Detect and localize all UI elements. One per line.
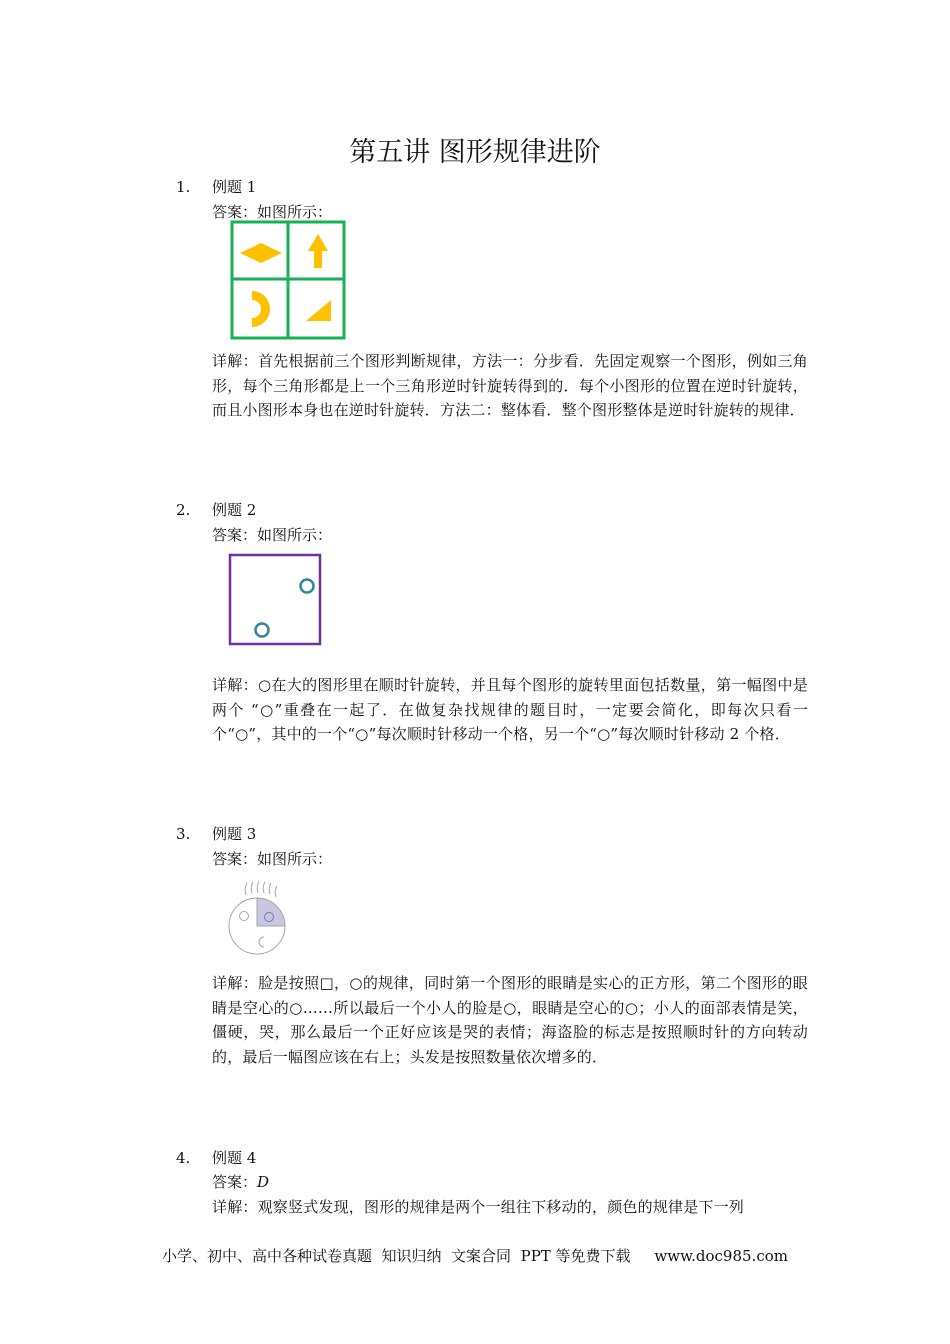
circle-bottom-left	[256, 624, 269, 637]
hair-strand	[251, 882, 253, 893]
example-2-number: 2.	[176, 501, 191, 519]
example-3-heading: 例题 3	[212, 825, 257, 843]
example-4-explanation: 详解：观察竖式发现，图形的规律是两个一组往下移动的，颜色的规律是下一列	[212, 1198, 745, 1216]
page-footer: 小学、初中、高中各种试卷真题 知识归纳 文案合同 PPT 等免费下载 www.doc985.com	[161, 1247, 788, 1265]
example-4-heading: 例题 4	[212, 1149, 257, 1167]
triangle-shape	[306, 300, 331, 321]
hair-strand	[257, 881, 259, 893]
half-ring-shape	[252, 291, 270, 327]
example-1-answer: 答案：如图所示：	[212, 203, 333, 221]
example-2-answer-figure	[226, 552, 324, 648]
hair-strand	[263, 882, 265, 893]
hair-strand	[245, 883, 247, 895]
example-2-answer: 答案：如图所示：	[212, 526, 333, 544]
example-4-answer-prefix: 答案：	[212, 1173, 258, 1191]
square-frame	[230, 555, 320, 644]
example-2-explanation: 详解：○在大的图形里在顺时针旋转，并且每个图形的旋转里面包括数量，第一幅图中是两个 “○”重叠在一起了．在做复杂找规律的题目时，一定要会简化，即每次只看一个“○”，其中的一个“○”每次顺时针移动一个格，另一个“○”每次顺时针移动 2 个格．	[212, 676, 808, 744]
example-3-answer-figure	[224, 880, 294, 960]
rhombus-shape	[240, 243, 282, 263]
example-4-answer	[212, 1170, 269, 1194]
hair-strand	[275, 886, 277, 897]
example-1-explanation: 详解：首先根据前三个图形判断规律，方法一：分步看．先固定观察一个图形，例如三角形，每个三角形都是上一个三角形逆时针旋转得到的．每个小图形的位置在逆时针旋转，而且小图形本身也在逆时针旋转．方法二：整体看．整个图形整体是逆时针旋转的规律．	[212, 352, 808, 420]
example-3-answer: 答案：如图所示：	[212, 850, 333, 868]
hair-strand	[269, 883, 271, 894]
up-arrow-shape	[308, 234, 328, 268]
example-4-number: 4.	[176, 1149, 191, 1167]
example-1-heading: 例题 1	[212, 178, 257, 196]
example-3-number: 3.	[176, 825, 191, 843]
example-2-heading: 例题 2	[212, 501, 257, 519]
example-1-number: 1.	[176, 178, 191, 196]
left-eye	[240, 912, 249, 921]
example-3-explanation: 详解：脸是按照□，○的规律，同时第一个图形的眼睛是实心的正方形，第二个图形的眼睛是空心的○……所以最后一个小人的脸是○，眼睛是空心的○；小人的面部表情是笑，僵硬，哭，那么最后一个正好应该是哭的表情；海盗脸的标志是按照顺时针的方向转动的，最后一幅图应该在右上；头发是按照数量依次增多的．	[212, 974, 808, 1067]
circle-top-right	[301, 580, 314, 593]
page-title: 第五讲 图形规律进阶	[349, 137, 601, 168]
example-4-answer-value: D	[257, 1173, 270, 1191]
example-1-answer-figure	[228, 220, 348, 342]
mouth	[259, 937, 264, 947]
